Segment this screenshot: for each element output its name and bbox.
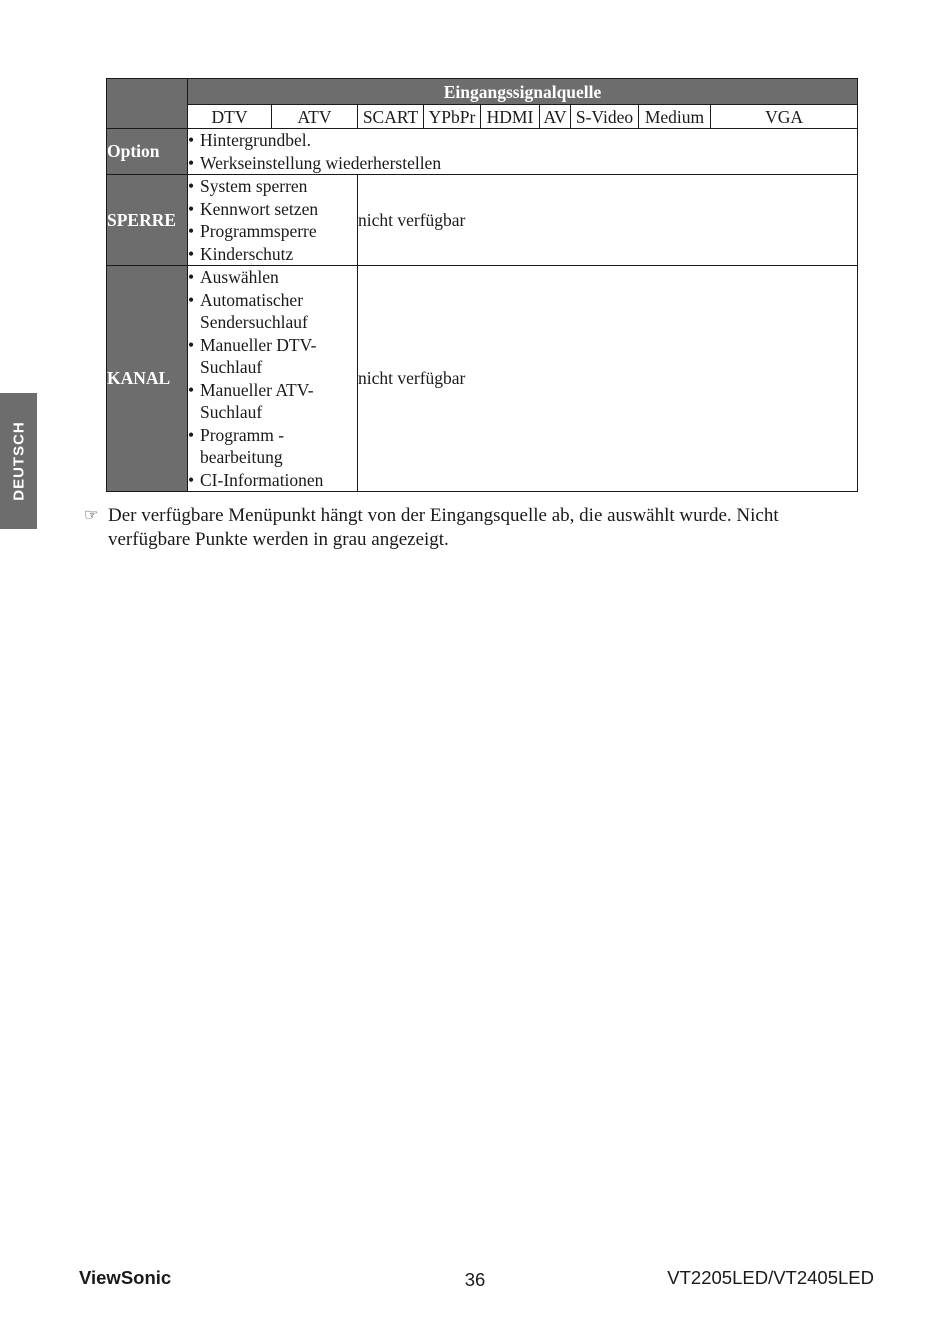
list-item: • Manueller ATV-Suchlauf: [188, 379, 357, 424]
source-vga: VGA: [711, 105, 858, 129]
list-item: • Hintergrundbel.: [188, 129, 857, 152]
list-item: • Programm -bearbeitung: [188, 424, 357, 469]
source-medium: Medium: [639, 105, 711, 129]
sperre-items-cell: [188, 175, 358, 266]
footer-brand: ViewSonic: [79, 1267, 172, 1288]
sperre-availability-note: nicht verfügbar: [358, 175, 858, 266]
list-item: • Manueller DTV-Suchlauf: [188, 334, 357, 379]
list-item: • Programmsperre: [188, 220, 357, 243]
list-item: • Automatischer Sendersuchlauf: [188, 289, 357, 334]
source-atv: ATV: [272, 105, 358, 129]
table-row-sperre: [107, 175, 858, 266]
list-item: • Auswählen: [188, 266, 357, 289]
source-dtv: DTV: [188, 105, 272, 129]
list-item: • CI-Informationen: [188, 469, 357, 492]
list-item: • Kennwort setzen: [188, 198, 357, 221]
source-ypbpr: YPbPr: [424, 105, 481, 129]
table-row-option: [107, 129, 858, 175]
source-header-row: [107, 105, 858, 129]
kanal-items-cell: [188, 266, 358, 492]
source-svideo: S-Video: [571, 105, 639, 129]
language-side-tab: [0, 393, 37, 529]
source-scart: SCART: [358, 105, 424, 129]
table-row-kanal: [107, 266, 858, 492]
language-label: DEUTSCH: [10, 421, 27, 501]
list-item: • Werkseinstellung wiederherstellen: [188, 152, 857, 175]
source-av: AV: [540, 105, 571, 129]
page-number: 36: [464, 1269, 486, 1290]
list-item: • System sperren: [188, 175, 357, 198]
kanal-availability-note: nicht verfügbar: [358, 266, 858, 492]
table-corner-cell: [107, 79, 188, 129]
row-header-option: Option: [107, 129, 188, 175]
pointing-hand-icon: ☞: [84, 507, 99, 524]
option-items-cell: [188, 129, 858, 175]
row-header-kanal: KANAL: [107, 266, 188, 492]
table-header-title: Eingangssignalquelle: [188, 79, 858, 105]
note-text: Der verfügbare Menüpunkt hängt von der Eingangsquelle ab, die auswählt wurde. Nicht verfügbare Punkte werden in grau angezeigt.: [108, 505, 779, 550]
source-hdmi: HDMI: [481, 105, 540, 129]
footer-model: VT2205LED/VT2405LED: [667, 1267, 874, 1288]
row-header-sperre: SPERRE: [107, 175, 188, 266]
menu-availability-note: [84, 504, 834, 552]
list-item: • Kinderschutz: [188, 243, 357, 266]
input-source-menu-table: [106, 78, 858, 492]
